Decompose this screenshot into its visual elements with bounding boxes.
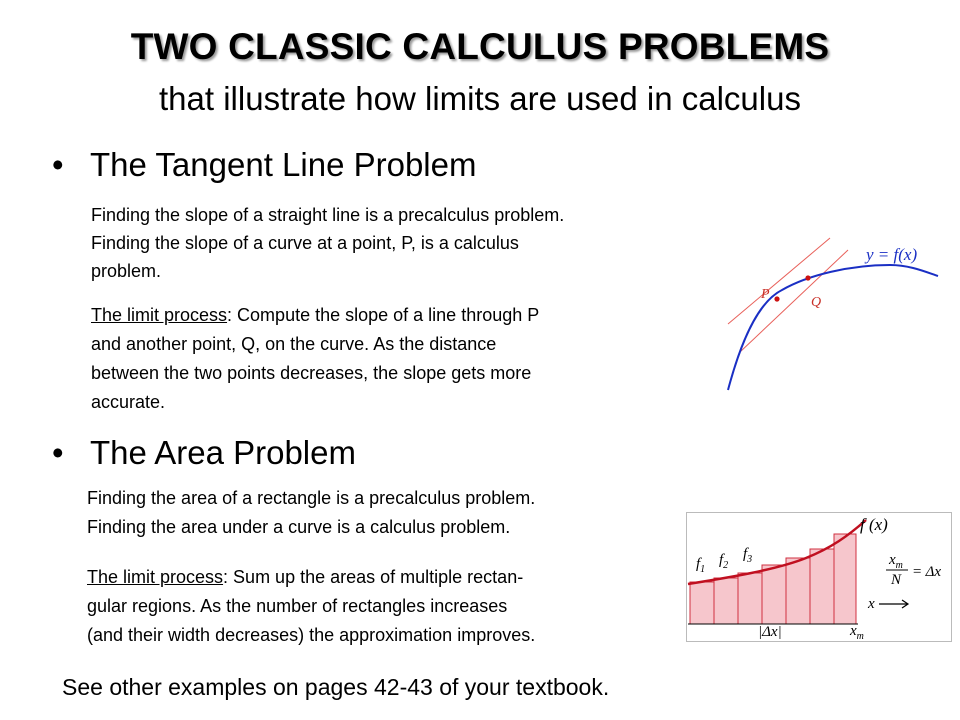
area-figure	[686, 512, 952, 642]
tangent-line1: Finding the slope of a straight line is a precalculus problem.	[91, 205, 565, 225]
tangent-figure	[700, 220, 956, 400]
rect-label-f2: $f_2$	[719, 552, 729, 571]
dx-label: |Δx|	[758, 624, 782, 640]
area-limit-label: The limit process	[87, 567, 224, 587]
area-line2: Finding the area under a curve is a calculus problem.	[87, 517, 511, 537]
x-axis-label: x	[868, 596, 875, 612]
area-bullet	[52, 434, 652, 474]
point-q-label: Q	[811, 295, 822, 310]
rect-label-f1: $f_1$	[696, 556, 706, 575]
tangent-line2b: problem.	[91, 261, 162, 281]
riemann-rect	[762, 565, 786, 624]
riemann-rect	[738, 573, 762, 624]
xm-label: $x_m$	[850, 623, 864, 642]
tangent-limit-label: The limit process	[91, 305, 228, 325]
area-line1: Finding the area of a rectangle is a precalculus problem.	[87, 488, 536, 508]
riemann-rect	[690, 582, 714, 624]
curve-label: y = f(x)	[866, 245, 918, 264]
tangent-bullet	[52, 146, 652, 186]
tangent-limit-line4: accurate.	[91, 392, 166, 412]
tangent-limit-rest: : Compute the slope of a line through P	[227, 305, 540, 325]
tangent-heading: The Tangent Line Problem	[90, 146, 477, 183]
riemann-rect	[810, 549, 834, 624]
rect-label-f3: $f_3$	[743, 546, 753, 565]
page-subtitle: that illustrate how limits are used in calculus	[159, 80, 801, 117]
page-title: TWO CLASSIC CALCULUS PROBLEMS	[130, 26, 830, 67]
tangent-limit-paragraph	[91, 301, 711, 417]
point-q	[805, 275, 810, 280]
formula-rhs: = Δx	[912, 564, 942, 580]
riemann-rect	[714, 578, 738, 624]
area-limit-line3: (and their width decreases) the approximation improves.	[87, 625, 536, 645]
area-heading: The Area Problem	[90, 434, 356, 471]
area-curve-label: f (x)	[860, 515, 888, 534]
secant-line	[740, 250, 848, 352]
area-limit-rest: : Sum up the areas of multiple rectan-	[223, 567, 524, 587]
point-p	[774, 296, 779, 301]
area-limit-paragraph	[87, 563, 687, 650]
bullet-dot: •	[52, 146, 64, 183]
area-limit-line2: gular regions. As the number of rectangles increases	[87, 596, 508, 616]
tangent-limit-line1	[91, 301, 711, 330]
point-p-label: P	[761, 287, 770, 302]
formula-denominator: N	[891, 572, 902, 588]
footer-note: See other examples on pages 42-43 of your textbook.	[62, 674, 610, 700]
function-curve	[728, 265, 938, 390]
formula-numerator: $x_m$	[889, 552, 903, 571]
riemann-rect	[786, 558, 810, 624]
riemann-rect	[834, 534, 856, 624]
area-limit-line1	[87, 563, 687, 592]
tangent-limit-line2: and another point, Q, on the curve. As the distance	[91, 334, 497, 354]
tangent-line2a: Finding the slope of a curve at a point, P, is a calculus	[91, 233, 519, 253]
tangent-limit-line3: between the two points decreases, the slope gets more	[91, 363, 532, 383]
bullet-dot: •	[52, 434, 64, 471]
